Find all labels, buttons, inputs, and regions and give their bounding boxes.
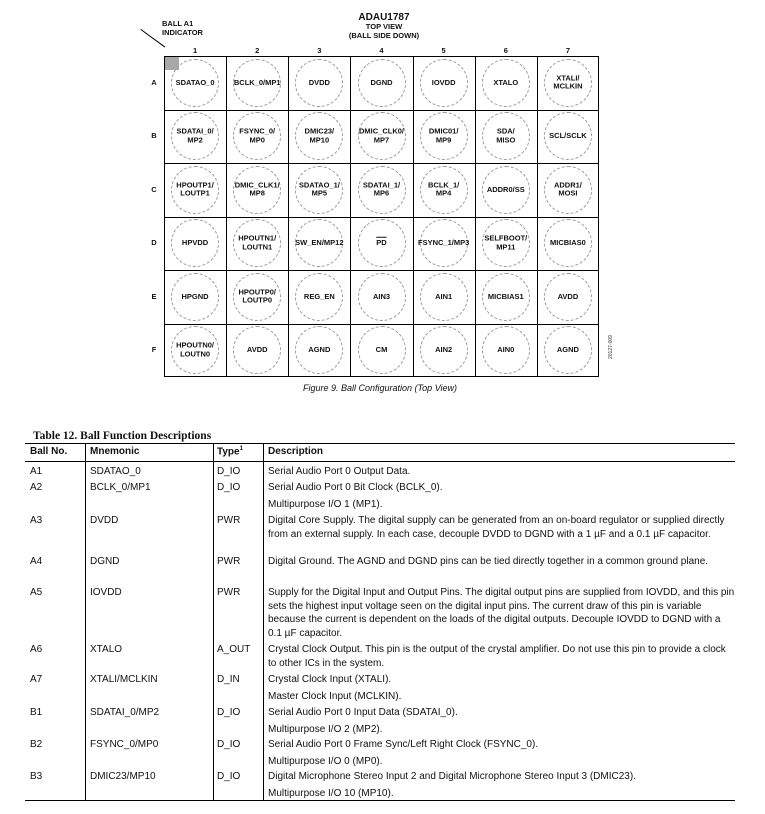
cell-description xyxy=(268,673,736,703)
ball-label-line: BCLK_0/MP1 xyxy=(233,77,281,87)
ball-label-line: MP2 xyxy=(187,135,203,145)
description-line: Serial Audio Port 0 Output Data. xyxy=(268,466,411,477)
cell-ball-no: A2 xyxy=(30,482,43,493)
ball-label xyxy=(350,293,414,302)
ball-label-line: MP0 xyxy=(249,135,265,145)
ball-label xyxy=(412,181,476,198)
ball-label xyxy=(225,288,289,305)
ball-label-line: SCL/SCLK xyxy=(549,131,587,140)
column-number: 6 xyxy=(503,46,508,55)
ball-grid xyxy=(164,56,599,377)
cell-description xyxy=(268,465,736,479)
ball-label xyxy=(287,293,351,302)
ball-label-line: LOUTP1 xyxy=(180,188,210,198)
ball-label xyxy=(474,79,538,88)
grid-row-line xyxy=(165,163,598,164)
ball-label-line: $\overline{PD}$ xyxy=(376,238,387,247)
ball-label-line: REG_EN xyxy=(303,291,335,301)
cell-mnemonic: BCLK_0/MP1 xyxy=(90,482,151,493)
ball-label xyxy=(163,128,227,145)
ball-label-line: MP9 xyxy=(435,135,452,145)
ball-label xyxy=(474,186,538,195)
ball-label xyxy=(350,181,414,198)
cell-type: D_IN xyxy=(217,674,240,685)
ball-label-line: AIN0 xyxy=(497,345,515,354)
ball-label-line: MP5 xyxy=(311,188,328,198)
row-letter: A xyxy=(151,77,157,87)
grid-row-line xyxy=(165,217,598,218)
ball-label xyxy=(536,181,600,198)
description-line: Digital Core Supply. The digital supply can be generated from an on-board regulator or supplied directly from an external supply. In each case, decouple DVDD to DGND with a 1 µF and a 0.1 µF capacitor. xyxy=(268,515,725,540)
ball-label xyxy=(474,346,538,355)
grid-row-line xyxy=(165,324,598,325)
cell-type: PWR xyxy=(217,556,241,567)
cell-mnemonic: SDATAI_0/MP2 xyxy=(90,707,160,718)
description-line: Digital Ground. The AGND and DGND pins can be tied directly together in a common ground plane. xyxy=(268,556,709,567)
ball-label xyxy=(536,346,600,355)
ball-label-line: AVDD xyxy=(557,291,579,301)
column-divider xyxy=(213,443,214,800)
ball-label-line: SDATAO_1/ xyxy=(298,180,340,190)
row-letter: B xyxy=(151,131,157,141)
ball-label xyxy=(412,239,476,248)
cell-description xyxy=(268,738,736,768)
chip-name: ADAU1787 xyxy=(358,12,410,23)
ball-label-line: BCLK_1/ xyxy=(428,180,460,190)
description-line: Multipurpose I/O 1 (MP1). xyxy=(268,498,383,510)
ball-label-line: DGND xyxy=(370,77,393,87)
row-letter: C xyxy=(151,184,157,194)
description-line: Supply for the Digital Input and Output Pins. The digital output pins are supplied from IOVDD, and this pin sets the highest input voltage seen on the digital input pins. The current draw of this pin is variable because the current is dependent on the loads of the digital outputs. Decouple IOVDD to DGND with a 0.1 µF capacitor. xyxy=(268,587,735,639)
ball-label-line: MICBIAS1 xyxy=(487,291,524,301)
ball-label-line: ADDR1/ xyxy=(553,180,582,190)
cell-mnemonic: DVDD xyxy=(90,515,119,526)
ball-label-line: FSYNC_0/ xyxy=(239,126,276,136)
ball-label xyxy=(474,128,538,145)
ball-label-line: DMIC_CLK1/ xyxy=(234,180,280,190)
ball-label xyxy=(287,79,351,88)
cell-mnemonic: FSYNC_0/MP0 xyxy=(90,739,159,750)
header-type xyxy=(217,446,243,457)
ball-label-line: DVDD xyxy=(308,77,330,87)
ball-label-line: HPVDD xyxy=(181,238,209,247)
ball-label-line: LOUTP0 xyxy=(242,295,272,305)
ball-label xyxy=(350,128,414,145)
cell-ball-no: B3 xyxy=(30,771,43,782)
ball-label-line: CM xyxy=(375,345,388,354)
description-line: Crystal Clock Output. This pin is the output of the crystal amplifier. Do not use this pin to provide a clock to other ICs in the system. xyxy=(268,644,726,669)
ball-label-line: SDATAO_0 xyxy=(175,77,215,87)
ball-label xyxy=(287,346,351,355)
column-number: 4 xyxy=(379,46,384,55)
cell-type: A_OUT xyxy=(217,644,251,655)
ball-label-line: AVDD xyxy=(246,345,268,354)
description-line: Serial Audio Port 0 Frame Sync/Left Right Clock (FSYNC_0). xyxy=(268,739,539,750)
ball-label xyxy=(350,79,414,88)
header-type-footnote: 1 xyxy=(239,446,243,452)
ball-label xyxy=(536,239,600,248)
cell-description xyxy=(268,643,736,670)
ball-label-line: DMIC01/ xyxy=(428,126,459,136)
cell-description xyxy=(268,514,736,541)
ball-label xyxy=(412,346,476,355)
row-letter: F xyxy=(151,345,157,355)
grid-row-line xyxy=(165,110,598,111)
ball-label-line: HPOUTP1/ xyxy=(176,180,214,190)
ball-label xyxy=(163,181,227,198)
cell-type: D_IO xyxy=(217,707,241,718)
ball-label-line: MCLKIN xyxy=(553,81,583,91)
header-type-text: Type xyxy=(217,446,240,458)
ball-label-line: LOUTN1 xyxy=(242,242,273,252)
row-letter: E xyxy=(151,291,157,301)
ball-label-line: HPOUTN1/ xyxy=(238,233,277,243)
table-top-rule xyxy=(25,443,735,444)
ball-label-line: ADDR0/SS xyxy=(486,184,525,194)
figure-code: 20127-009 xyxy=(608,335,614,359)
view-line-1: TOP VIEW xyxy=(365,22,403,31)
ball-label xyxy=(287,239,351,248)
column-number: 1 xyxy=(192,46,198,55)
cell-ball-no: B2 xyxy=(30,739,43,750)
ball-label xyxy=(225,79,289,88)
view-line-2: (BALL SIDE DOWN) xyxy=(348,30,420,40)
ball-label xyxy=(350,346,414,355)
ball-label xyxy=(287,128,351,145)
cell-description xyxy=(268,706,736,736)
ball-label xyxy=(225,346,289,355)
cell-type: PWR xyxy=(217,587,241,598)
ball-label xyxy=(163,342,227,359)
ball-label-line: MP6 xyxy=(373,188,390,198)
description-line: Master Clock Input (MCLKIN). xyxy=(268,690,402,702)
ball-label xyxy=(225,235,289,252)
figure-caption: Figure 9. Ball Configuration (Top View) xyxy=(302,383,458,393)
table-header-rule xyxy=(25,461,735,462)
ball-label-line: AGND xyxy=(556,345,579,354)
ball-label xyxy=(350,239,414,248)
ball-label-line: MP4 xyxy=(435,188,452,198)
header-ball-no: Ball No. xyxy=(30,446,68,457)
table-title: Table 12. Ball Function Descriptions xyxy=(33,430,212,442)
ball-label-line: MP10 xyxy=(309,135,330,145)
ball-label-line: SW_EN/MP12 xyxy=(295,238,344,247)
description-line: Serial Audio Port 0 Input Data (SDATAI_0). xyxy=(268,707,458,718)
column-number: 5 xyxy=(441,46,446,55)
ball-label-line: AGND xyxy=(308,345,331,354)
ball-label xyxy=(536,74,600,91)
description-line: Multipurpose I/O 0 (MP0). xyxy=(268,755,383,767)
cell-type: D_IO xyxy=(217,466,241,477)
cell-type: D_IO xyxy=(217,739,241,750)
cell-mnemonic: IOVDD xyxy=(90,587,122,598)
ball-indicator-line-1: BALL A1 xyxy=(162,19,194,28)
cell-mnemonic: DMIC23/MP10 xyxy=(90,771,156,782)
column-number: 2 xyxy=(255,46,260,55)
ball-a1-indicator-label xyxy=(162,19,203,37)
cell-mnemonic: DGND xyxy=(90,556,120,567)
ball-label-line: MISO xyxy=(496,135,516,145)
ball-label xyxy=(412,293,476,302)
header-description: Description xyxy=(268,446,324,457)
ball-label-line: IOVDD xyxy=(431,77,456,87)
cell-description xyxy=(268,481,736,511)
view-note xyxy=(324,23,444,40)
ball-label xyxy=(287,181,351,198)
table-bottom-rule xyxy=(25,800,735,801)
grid-row-line xyxy=(165,270,598,271)
ball-label xyxy=(163,79,227,88)
cell-ball-no: A3 xyxy=(30,515,43,526)
cell-ball-no: A6 xyxy=(30,644,43,655)
ball-label xyxy=(163,293,227,302)
ball-label xyxy=(225,181,289,198)
ball-label xyxy=(163,239,227,248)
ball-label-line: MICBIAS0 xyxy=(550,238,586,247)
column-number: 7 xyxy=(565,46,570,55)
ball-label-line: SDATAI_1/ xyxy=(362,180,401,190)
ball-label xyxy=(536,293,600,302)
description-line: Multipurpose I/O 2 (MP2). xyxy=(268,723,383,735)
ball-label xyxy=(536,132,600,141)
cell-ball-no: A7 xyxy=(30,674,43,685)
column-divider xyxy=(263,443,264,800)
ball-label xyxy=(225,128,289,145)
cell-description xyxy=(268,555,736,569)
ball-label-line: MOSI xyxy=(558,188,578,198)
cell-ball-no: B1 xyxy=(30,707,43,718)
cell-ball-no: A4 xyxy=(30,556,43,567)
ball-indicator-line-2: INDICATOR xyxy=(162,28,203,37)
ball-label-line: AIN3 xyxy=(372,291,391,301)
ball-label-line: MP11 xyxy=(496,242,516,252)
ball-label-line: HPOUTN0/ xyxy=(176,340,215,350)
description-line: Crystal Clock Input (XTALI). xyxy=(268,674,392,685)
cell-description xyxy=(268,770,736,800)
ball-label-line: AIN2 xyxy=(435,345,453,354)
ball-configuration-diagram xyxy=(0,0,765,400)
cell-type: D_IO xyxy=(217,771,241,782)
cell-type: PWR xyxy=(217,515,241,526)
header-mnemonic: Mnemonic xyxy=(90,446,140,457)
ball-label-line: AIN1 xyxy=(435,291,453,301)
cell-mnemonic: XTALO xyxy=(90,644,123,655)
cell-ball-no: A5 xyxy=(30,587,43,598)
description-line: Digital Microphone Stereo Input 2 and Digital Microphone Stereo Input 3 (DMIC23). xyxy=(268,771,636,782)
row-letter: D xyxy=(151,238,157,248)
ball-label-line: SDATAI_0/ xyxy=(176,126,214,136)
description-line: Serial Audio Port 0 Bit Clock (BCLK_0). xyxy=(268,482,443,493)
ball-label xyxy=(474,235,538,252)
ball-label-line: SELFBOOT/ xyxy=(484,233,528,243)
ball-label-line: XTALI/ xyxy=(556,73,580,83)
column-divider xyxy=(85,443,86,800)
ball-label-line: HPGND xyxy=(181,291,209,301)
ball-label-line: DMIC_CLK0/ xyxy=(358,126,404,136)
ball-label-line: MP7 xyxy=(373,135,390,145)
cell-type: D_IO xyxy=(217,482,241,493)
ball-label xyxy=(412,79,476,88)
cell-mnemonic: XTALI/MCLKIN xyxy=(90,674,158,685)
ball-label-line: FSYNC_1/MP3 xyxy=(418,238,470,247)
ball-label-line: HPOUTP0/ xyxy=(238,287,276,297)
description-line: Multipurpose I/O 10 (MP10). xyxy=(268,787,394,799)
ball-label-line: XTALO xyxy=(493,77,519,87)
ball-label-line: SDA/ xyxy=(496,126,515,136)
cell-description xyxy=(268,586,736,640)
ball-label-line: DMIC23/ xyxy=(304,126,335,136)
cell-mnemonic: SDATAO_0 xyxy=(90,466,141,477)
ball-label-line: MP8 xyxy=(249,188,265,198)
column-number: 3 xyxy=(317,46,322,55)
ball-label xyxy=(474,293,538,302)
ball-label xyxy=(412,128,476,145)
ball-label-line: LOUTN0 xyxy=(180,349,211,359)
cell-ball-no: A1 xyxy=(30,466,43,477)
